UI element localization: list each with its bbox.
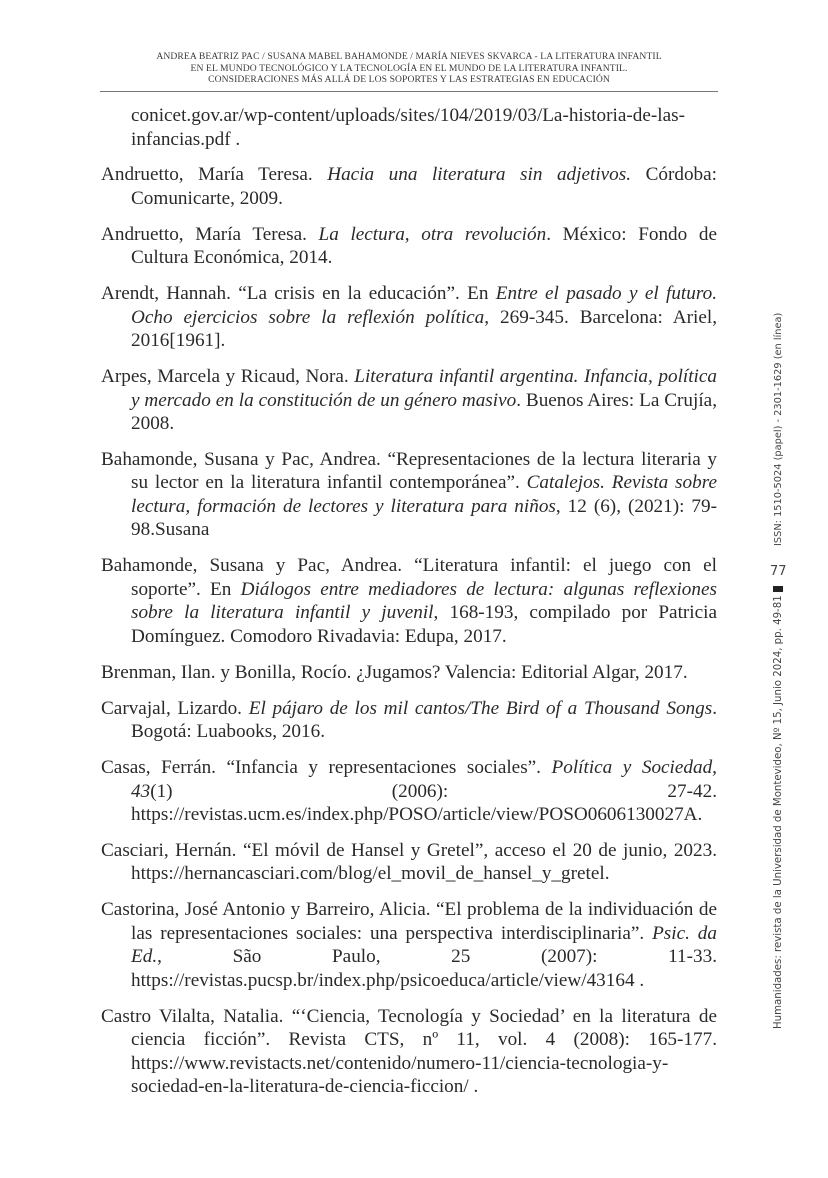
reference-entry (101, 898, 717, 992)
reference-entry (101, 554, 717, 648)
reference-entry (101, 661, 717, 685)
reference-title: Política y Sociedad, 43 (131, 757, 717, 802)
issn-label: ISSN: 1510-5024 (papel) - 2301-1629 (en línea) (773, 312, 784, 546)
reference-title: Catalejos. Revista sobre lectura, formación de lectores y literatura para niños (131, 472, 717, 517)
page-marker-bar (773, 586, 783, 592)
reference-text: Carvajal, Lizardo. (101, 697, 249, 719)
reference-entry (101, 697, 717, 744)
journal-citation: Humanidades: revista de la Universidad de Montevideo, Nº 15, Junio 2024, pp. 49-81 (773, 595, 784, 1029)
reference-text: Bahamonde, Susana y Pac, Andrea. “Literatura infantil: el juego con el soporte”. En (101, 555, 717, 600)
reference-text: Brenman, Ilan. y Bonilla, Rocío. ¿Jugamos? Valencia: Editorial Algar, 2017. (101, 661, 688, 683)
reference-title: Literatura infantil argentina. Infancia, política y mercado en la constitución de un género masivo (131, 366, 717, 411)
reference-title: Diálogos entre mediadores de lectura: algunas reflexiones sobre la literatura infantil y juvenil (131, 578, 717, 624)
reference-entry (101, 448, 717, 542)
reference-entry (101, 282, 717, 353)
reference-entry (101, 756, 717, 827)
reference-entry (101, 163, 717, 210)
reference-entry (101, 839, 717, 886)
reference-text: . México: Fondo de Cultura Económica, 2014. (131, 223, 717, 269)
running-header-line: ANDREA BEATRIZ PAC / SUSANA MABEL BAHAMONDE / MARÍA NIEVES SKVARCA - LA LITERATURA INFANTIL (156, 51, 662, 62)
reference-text: . Buenos Aires: La Crujía, 2008. (131, 389, 717, 435)
reference-title: El pájaro de los mil cantos/The Bird of a Thousand Songs (248, 697, 713, 719)
reference-text: Casas, Ferrán. “Infancia y representaciones sociales”. (101, 757, 552, 779)
running-header-line: EN EL MUNDO TECNOLÓGICO Y LA TECNOLOGÍA EN EL MUNDO DE LA LITERATURA INFANTIL. (190, 62, 628, 74)
reference-text: , 269-345. Barcelona: Ariel, 2016[1961]. (131, 306, 717, 352)
page-number: 77 (770, 564, 787, 579)
reference-text: Andruetto, María Teresa. (101, 223, 319, 245)
reference-entry (101, 1005, 717, 1099)
reference-text: Bahamonde, Susana y Pac, Andrea. “Representaciones de la lectura literaria y su lector en la literatura infantil contemporánea”. (101, 448, 717, 494)
reference-title: Entre el pasado y el futuro. Ocho ejercicios sobre la reflexión política (131, 283, 718, 328)
reference-title: Hacia una literatura sin adjetivos. (327, 164, 632, 186)
reference-entry (101, 365, 717, 436)
reference-text: Arendt, Hannah. “La crisis en la educación”. En (101, 283, 496, 305)
reference-title: Psic. da Ed. (131, 922, 717, 968)
reference-text: Castro Vilalta, Natalia. “‘Ciencia, Tecnología y Sociedad’ en la literatura de ciencia ficción”. Revista CTS, nº 11, vol. 4 (2008): 165-177. https://www.revistacts.net/contenido/numero-11/ciencia-tecnologia-y-sociedad-en-la-literatura-de-ciencia-ficcion/ . (101, 1005, 717, 1098)
reference-text: . Bogotá: Luabooks, 2016. (131, 697, 718, 743)
running-header (100, 51, 718, 86)
bibliography-list (101, 104, 717, 1111)
reference-text: , São Paulo, 25 (2007): 11-33. https://revistas.pucsp.br/index.php/psicoeduca/article/view/43164 . (131, 946, 717, 991)
reference-text: Casciari, Hernán. “El móvil de Hansel y Gretel”, acceso el 20 de junio, 2023. https://hernancasciari.com/blog/el_movil_de_hansel_y_gretel. (101, 839, 717, 885)
reference-text: , 168-193, compilado por Patricia Domínguez. Comodoro Rivadavia: Edupa, 2017. (131, 602, 717, 647)
reference-entry (101, 104, 717, 151)
running-header-line: CONSIDERACIONES MÁS ALLÁ DE LOS SOPORTES Y LAS ESTRATEGIAS EN EDUCACIÓN (208, 74, 610, 85)
reference-text: Córdoba: Comunicarte, 2009. (131, 164, 717, 209)
reference-entry (101, 223, 717, 270)
reference-text: Andruetto, María Teresa. (101, 164, 328, 186)
reference-text: Arpes, Marcela y Ricaud, Nora. (101, 366, 355, 388)
reference-title: La lectura, otra revolución (318, 223, 547, 245)
reference-text: , 12 (6), (2021): 79-98.Susana (131, 495, 718, 541)
reference-text: conicet.gov.ar/wp-content/uploads/sites/104/2019/03/La-historia-de-las-infancias.pdf . (131, 105, 685, 150)
reference-text: Castorina, José Antonio y Barreiro, Alicia. “El problema de la individuación de las representaciones sociales: una perspectiva interdisciplinaria”. (101, 899, 717, 944)
header-divider (100, 91, 718, 92)
reference-text: (1) (2006): 27-42. https://revistas.ucm.es/index.php/POSO/article/view/POSO0606130027A. (131, 780, 717, 826)
